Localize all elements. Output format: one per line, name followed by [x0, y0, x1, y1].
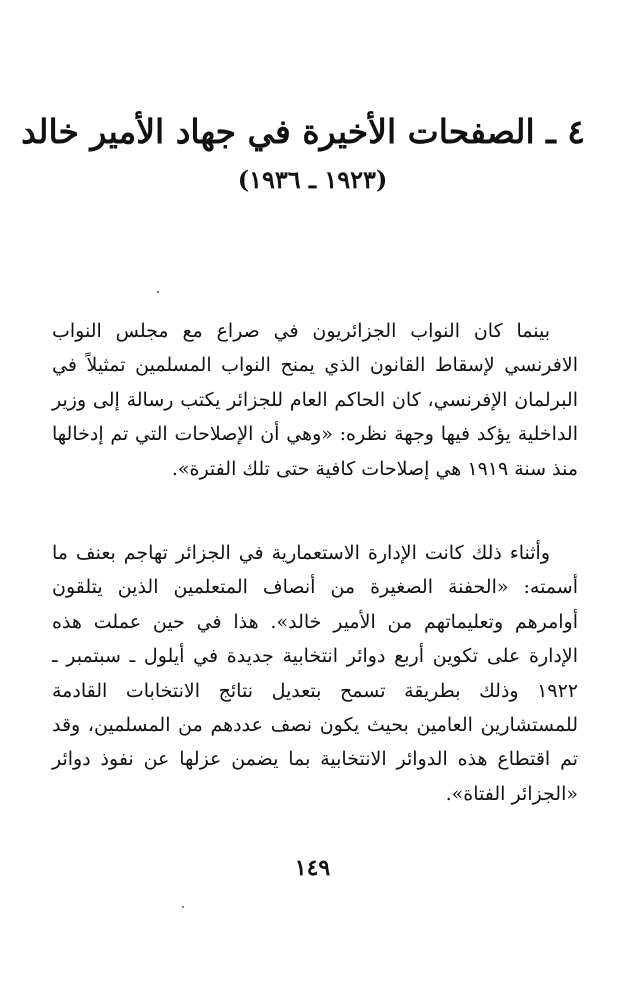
chapter-title: ٤ ـ الصفحات الأخيرة في جهاد الأمير خالد	[21, 112, 585, 151]
scan-speck	[182, 906, 184, 908]
page-number: ١٤٩	[294, 855, 331, 881]
paragraph-2: وأثناء ذلك كانت الإدارة الاستعمارية في الجزائر تهاجم بعنف ما أسمته: «الحفنة الصغيرة من أنصاف المتعلمين الذين يتلقون أوامرهم وتعليماتهم من الأمير خالد». هذا في حين عملت هذه الإدارة على تكوين أربع دوائر انتخابية جديدة في أيلول ـ سبتمبر ـ ١٩٢٢ وذلك بطريقة تسمح بتعديل نتائج الانتخابات القادمة للمستشارين العامين بحيث يكون نصف عددهم من المسلمين، وقد تم اقتطاع هذه الدوائر الانتخابية بما يضمن عزلها عن نفوذ دوائر «الجزائر الفتاة».	[52, 542, 578, 805]
paragraph-1: بينما كان النواب الجزائريون في صراع مع مجلس النواب الافرنسي لإسقاط القانون الذي يمنح النواب المسلمين تمثيلاً في البرلمان الإفرنسي، كان الحاكم العام للجزائر يكتب رسالة إلى وزير الداخلية يؤكد فيها وجهة نظره: «وهي أن الإصلاحات التي تم إدخالها منذ سنة ١٩١٩ هي إصلاحات كافية حتى تلك الفترة».	[52, 320, 578, 480]
chapter-years: (١٩٢٣ ـ ١٩٣٦)	[237, 165, 388, 194]
scan-speck	[157, 291, 159, 293]
